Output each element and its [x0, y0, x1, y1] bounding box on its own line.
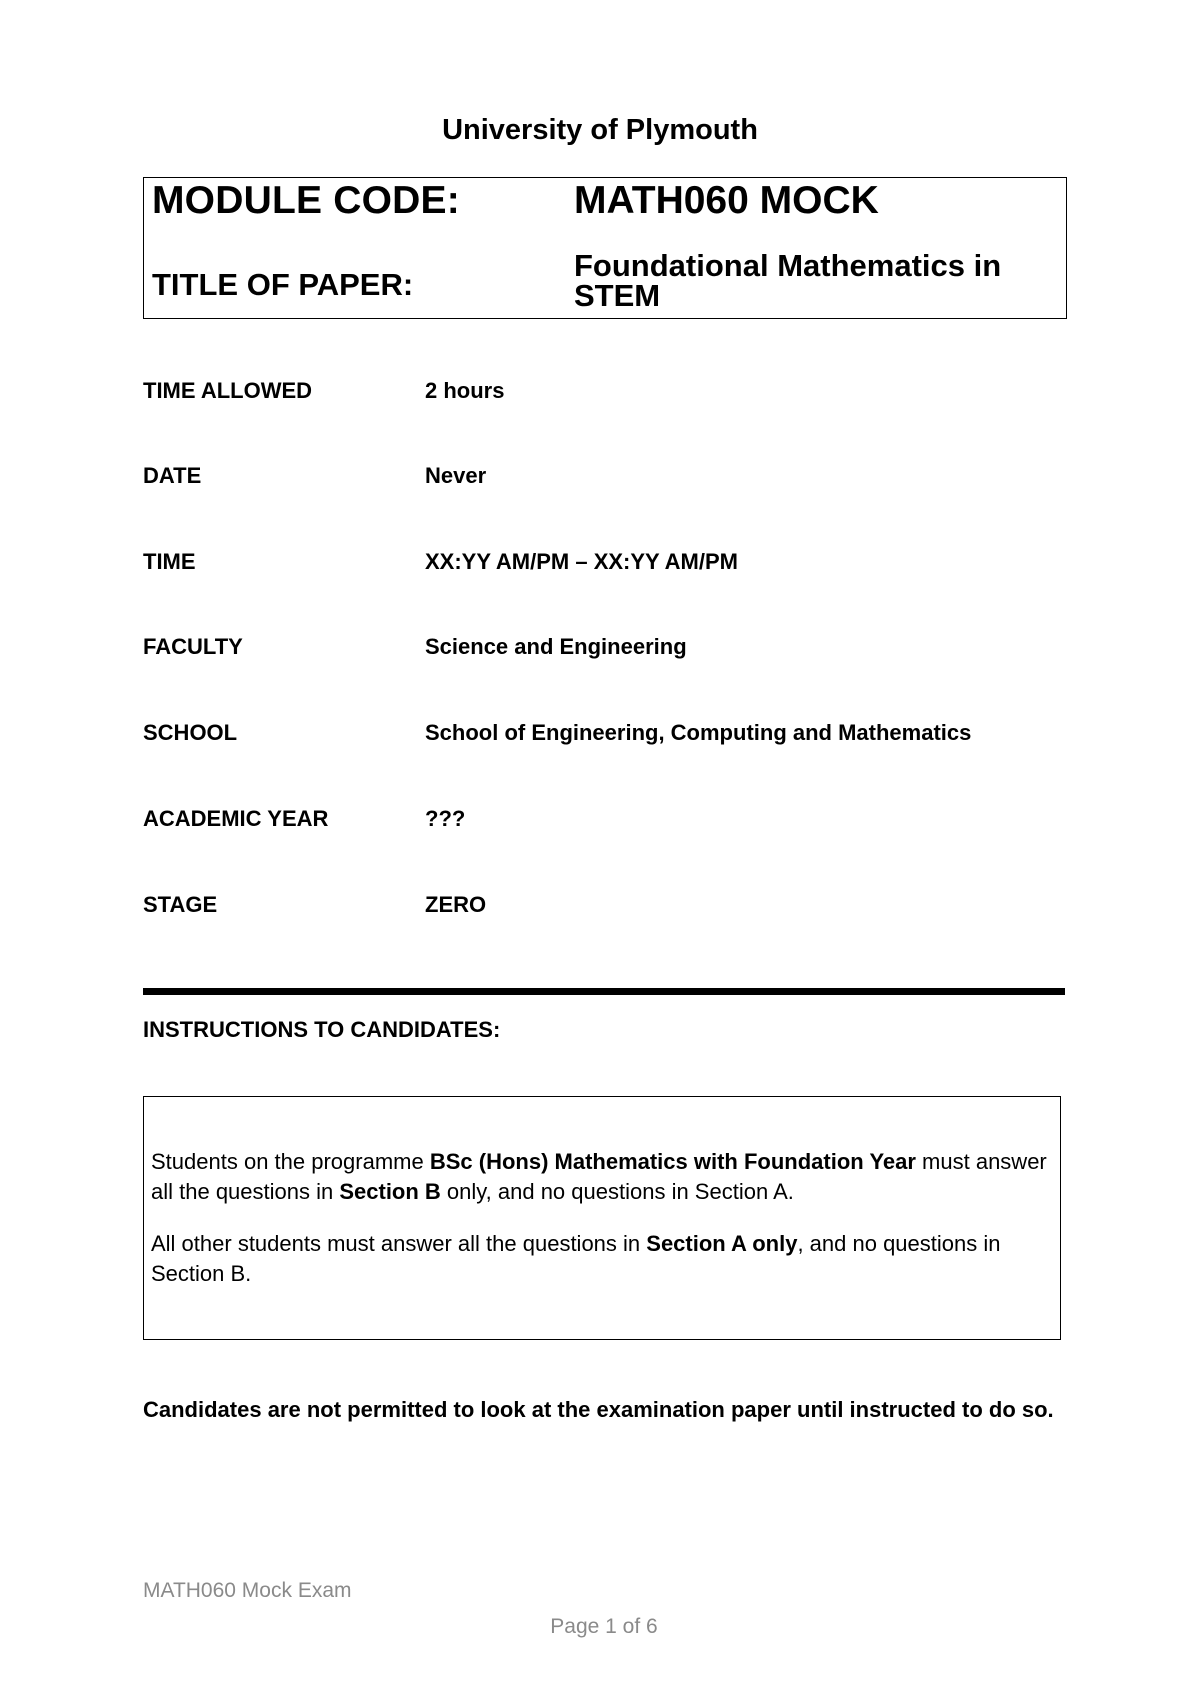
instr-text: All other students must answer all the questions in	[151, 1231, 647, 1256]
stage-value: ZERO	[425, 892, 487, 917]
instr-text: , and no questions in Section B.	[151, 1231, 1001, 1286]
time-label: TIME	[143, 549, 196, 574]
module-code-value: MATH060 MOCK	[574, 179, 879, 222]
section-divider	[143, 988, 1065, 995]
section-a-ref: Section A only	[646, 1231, 798, 1256]
programme-name: BSc (Hons) Mathematics with Foundation Year	[429, 1149, 916, 1174]
instructions-paragraph-2	[151, 1229, 1054, 1289]
instructions-paragraph-1	[151, 1147, 1054, 1207]
paper-title-value: Foundational Mathematics in STEM	[574, 248, 1002, 313]
module-code-label: MODULE CODE:	[152, 179, 460, 222]
school-value: School of Engineering, Computing and Mathematics	[425, 720, 972, 745]
academic-year-label: ACADEMIC YEAR	[143, 806, 329, 831]
instr-text: must answer all the questions in	[151, 1149, 1047, 1204]
time-allowed-label: TIME ALLOWED	[143, 378, 313, 403]
paper-title-label: TITLE OF PAPER:	[152, 267, 414, 302]
instr-text: only, and no questions in Section A.	[440, 1179, 794, 1204]
school-label: SCHOOL	[143, 720, 238, 745]
section-b-ref: Section B	[339, 1179, 441, 1204]
instructions-heading: INSTRUCTIONS TO CANDIDATES:	[143, 1017, 501, 1042]
stage-label: STAGE	[143, 892, 218, 917]
instructions-box	[143, 1096, 1061, 1340]
candidates-notice: Candidates are not permitted to look at the examination paper until instructed to do so.	[143, 1397, 1054, 1422]
footer-page-number: Page 1 of 6	[550, 1615, 658, 1638]
footer-exam-name: MATH060 Mock Exam	[143, 1579, 352, 1602]
faculty-value: Science and Engineering	[425, 634, 687, 659]
university-title: University of Plymouth	[442, 114, 758, 146]
time-allowed-value: 2 hours	[425, 378, 505, 403]
time-value: XX:YY AM/PM – XX:YY AM/PM	[425, 549, 738, 574]
date-value: Never	[425, 463, 487, 488]
faculty-label: FACULTY	[143, 634, 243, 659]
academic-year-value: ???	[425, 806, 466, 831]
date-label: DATE	[143, 463, 202, 488]
instr-text: Students on the programme	[151, 1149, 430, 1174]
module-info-box	[143, 177, 1067, 319]
